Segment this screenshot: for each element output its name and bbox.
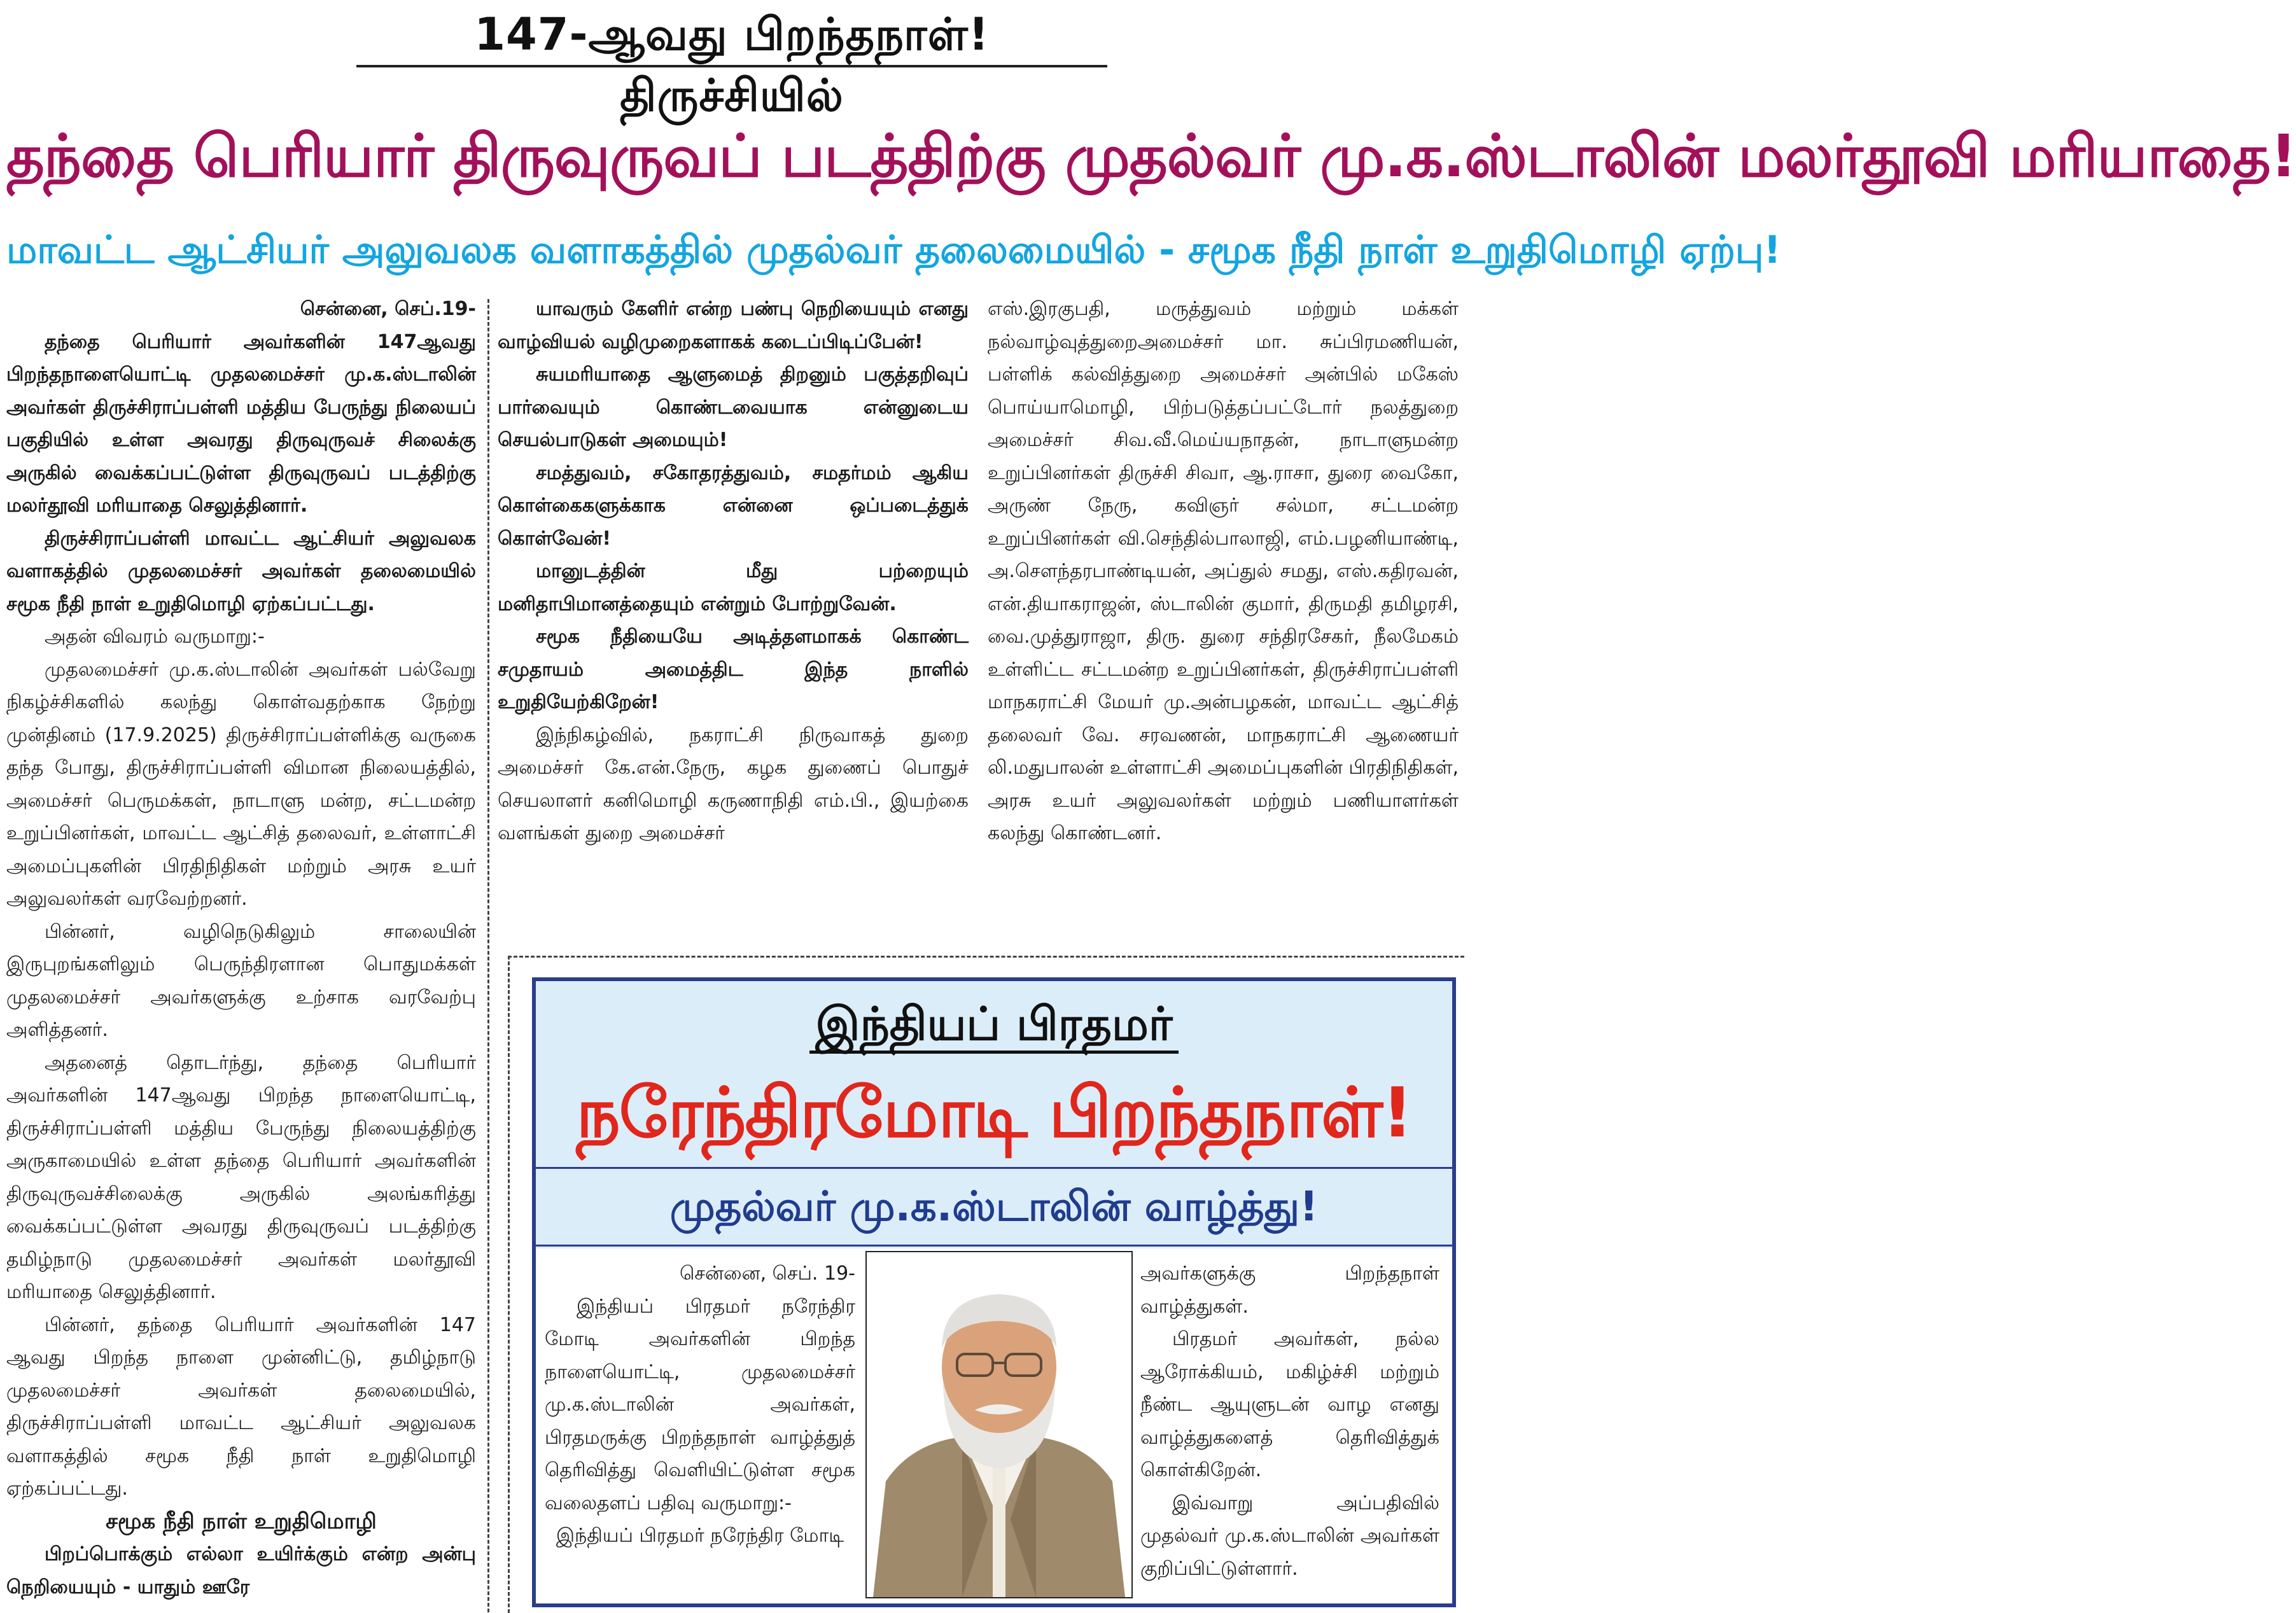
box-dateline: சென்னை, செப். 19- bbox=[680, 1262, 855, 1285]
box-body bbox=[536, 1248, 1452, 1603]
article-paragraph: திருச்சிராப்பள்ளி மாவட்ட ஆட்சியர் அலுவலக வளாகத்தில் முதலமைச்சர் அவர்கள் தலைமையில் சமூக நீதி நாள் உறுதிமொழி ஏற்கப்பட்டது. bbox=[6, 527, 476, 615]
article-paragraph: அதனைத் தொடர்ந்து, தந்தை பெரியார் அவர்களின் 147ஆவது பிறந்த நாளையொட்டி, திருச்சிராப்பள்ளி மத்திய பேருந்து நிலையத்திற்கு அருகாமையில் உள்ள தந்தை பெரியார் அவர்களின் திருவுருவச்சிலைக்கு அருகில் அலங்கரித்து வைக்கப்பட்டுள்ள அவரது திருவுருவப் படத்திற்கு தமிழ்நாடு முதலமைச்சர் அவர்கள் மலர்தூவி மரியாதை செலுத்தினார். bbox=[6, 1051, 476, 1303]
article-column-3 bbox=[988, 293, 1459, 938]
article-paragraph: தந்தை பெரியார் அவர்களின் 147ஆவது பிறந்தநாளையொட்டி முதலமைச்சர் மு.க.ஸ்டாலின் அவர்கள் திருச்சிராப்பள்ளி மத்திய பேருந்து நிலையப் பகுதியில் உள்ள அவரது திருவுருவச் சிலைக்கு அருகில் வைக்கப்பட்டுள்ள திருவுருவப் படத்திற்கு மலர்தூவி மரியாதை செலுத்தினார். bbox=[6, 330, 476, 517]
boxed-story bbox=[532, 977, 1456, 1607]
pledge-heading: சமூக நீதி நாள் உறுதிமொழி bbox=[106, 1508, 377, 1534]
article-column-2 bbox=[498, 293, 969, 938]
box-rule bbox=[536, 1245, 1452, 1246]
box-paragraph: அவர்களுக்கு பிறந்தநாள் வாழ்த்துகள். bbox=[1140, 1262, 1439, 1318]
sub-headline: மாவட்ட ஆட்சியர் அலுவலக வளாகத்தில் முதல்வர் தலைமையில் - சமூக நீதி நாள் உறுதிமொழி ஏற்பு! bbox=[6, 228, 1781, 272]
box-paragraph: இந்தியப் பிரதமர் நரேந்திர மோடி அவர்களின் பிறந்த நாளையொட்டி, முதலமைச்சர் மு.க.ஸ்டாலின் அவர்கள், பிரதமருக்கு பிறந்தநாள் வாழ்த்துத் தெரிவித்து வெளியிட்டுள்ள சமூக வலைதளப் பதிவு வருமாறு:- bbox=[545, 1295, 855, 1514]
article-paragraph: பின்னர், வழிநெடுகிலும் சாலையின் இருபுறங்களிலும் பெருந்திரளான பொதுமக்கள் முதலமைச்சர் அவர்களுக்கு உற்சாக வரவேற்பு அளித்தனர். bbox=[6, 920, 476, 1041]
box-column-left bbox=[545, 1257, 855, 1553]
pledge-paragraph: பிறப்பொக்கும் எல்லா உயிர்க்கும் என்ற அன்பு நெறியையும் - யாதும் ஊரே bbox=[6, 1543, 476, 1598]
column-divider bbox=[487, 299, 489, 1612]
box-rule bbox=[536, 1167, 1452, 1169]
article-paragraph: அதன் விவரம் வருமாறு:- bbox=[45, 625, 265, 648]
pledge-paragraph: சமூக நீதியையே அடித்தளமாகக் கொண்ட சமுதாயம் அமைத்திட இந்த நாளில் உறுதியேற்கிறேன்! bbox=[498, 625, 969, 713]
box-paragraph: இவ்வாறு அப்பதிவில் முதல்வர் மு.க.ஸ்டாலின் அவர்கள் குறிப்பிட்டுள்ளார். bbox=[1140, 1491, 1439, 1580]
article-column-1 bbox=[6, 293, 476, 1612]
portrait-illustration bbox=[867, 1252, 1131, 1597]
pledge-paragraph: சுயமரியாதை ஆளுமைத் திறனும் பகுத்தறிவுப் பார்வையும் கொண்டவையாக என்னுடைய செயல்பாடுகள் அமையும்! bbox=[498, 363, 969, 451]
article-paragraph: பின்னர், தந்தை பெரியார் அவர்களின் 147 ஆவது பிறந்த நாளை முன்னிட்டு, தமிழ்நாடு முதலமைச்சர் அவர்கள் தலைமையில், திருச்சிராப்பள்ளி மாவட்ட ஆட்சியர் அலுவலக வளாகத்தில் சமூக நீதி நாள் உறுதிமொழி ஏற்கப்பட்டது. bbox=[6, 1313, 476, 1500]
box-column-right bbox=[1140, 1257, 1439, 1585]
box-subheadline: முதல்வர் மு.க.ஸ்டாலின் வாழ்த்து! bbox=[669, 1184, 1319, 1231]
box-paragraph: இந்தியப் பிரதமர் நரேந்திர மோடி bbox=[556, 1525, 844, 1547]
article-paragraph: முதலமைச்சர் மு.க.ஸ்டாலின் அவர்கள் பல்வேறு நிகழ்ச்சிகளில் கலந்து கொள்வதற்காக நேற்று முன்தினம் (17.9.2025) திருச்சிராப்பள்ளிக்கு வருகை தந்த போது, திருச்சிராப்பள்ளி விமான நிலையத்தில், அமைச்சர் பெருமக்கள், நாடாளு மன்ற, சட்டமன்ற உறுப்பினர்கள், மாவட்ட ஆட்சித் தலைவர், உள்ளாட்சி அமைப்புகளின் பிரதிநிதிகள் மற்றும் அரசு உயர் அலுவலர்கள் வரவேற்றனர். bbox=[6, 658, 476, 910]
main-headline: தந்தை பெரியார் திருவுருவப் படத்திற்கு முதல்வர் மு.க.ஸ்டாலின் மலர்தூவி மரியாதை! bbox=[6, 122, 2296, 190]
article-paragraph: இந்நிகழ்வில், நகராட்சி நிருவாகத் துறை அமைச்சர் கே.என்.நேரு, கழக துணைப் பொதுச் செயலாளர் கனிமொழி கருணாநிதி எம்.பி., இயற்கை வளங்கள் துறை அமைச்சர் bbox=[498, 723, 969, 844]
article-dateline: சென்னை, செப்.19- bbox=[300, 298, 476, 320]
box-headline: நரேந்திரமோடி பிறந்தநாள்! bbox=[576, 1073, 1412, 1153]
pledge-paragraph: யாவரும் கேளிர் என்ற பண்பு நெறியையும் எனது வாழ்வியல் வழிமுறைகளாகக் கடைப்பிடிப்பேன்! bbox=[498, 298, 969, 353]
prime-minister-photo bbox=[865, 1251, 1133, 1598]
article-paragraph: எஸ்.இரகுபதி, மருத்துவம் மற்றும் மக்கள் நல்வாழ்வுத்துறைஅமைச்சர் மா. சுப்பிரமணியன், பள்ளிக் கல்வித்துறை அமைச்சர் அன்பில் மகேஸ் பொய்யாமொழி, பிற்படுத்தப்பட்டோர் நலத்துறை அமைச்சர் சிவ.வீ.மெய்யநாதன், நாடாளுமன்ற உறுப்பினர்கள் திருச்சி சிவா, ஆ.ராசா, துரை வைகோ, அருண் நேரு, கவிஞர் சல்மா, சட்டமன்ற உறுப்பினர்கள் வி.செந்தில்பாலாஜி, எம்.பழனியாண்டி, அ.சௌந்தரபாண்டியன், அப்துல் சமது, எஸ்.கதிரவன், என்.தியாகராஜன், ஸ்டாலின் குமார், திருமதி தமிழரசி, வை.முத்துராஜா, திரு. துரை சந்திரசேகர், நீலமேகம் உள்ளிட்ட சட்டமன்ற உறுப்பினர்கள், திருச்சிராப்பள்ளி மாநகராட்சி மேயர் மு.அன்பழகன், மாவட்ட ஆட்சித் தலைவர் வே. சரவணன், மாநகராட்சி ஆணையர் லி.மதுபாலன் உள்ளாட்சி அமைப்புகளின் பிரதிநிதிகள், அரசு உயர் அலுவலர்கள் மற்றும் பணியாளர்கள் கலந்து கொண்டனர். bbox=[988, 298, 1459, 844]
pledge-paragraph: மானுடத்தின் மீது பற்றையும் மனிதாபிமானத்தையும் என்றும் போற்றுவேன். bbox=[498, 560, 969, 615]
box-paragraph: பிரதமர் அவர்கள், நல்ல ஆரோக்கியம், மகிழ்ச்சி மற்றும் நீண்ட ஆயுளுடன் வாழ எனது வாழ்த்துகளைத் தெரிவித்துக் கொள்கிறேன். bbox=[1140, 1328, 1439, 1481]
kicker-headline: 147-ஆவது பிறந்தநாள்! திருச்சியில் bbox=[356, 4, 1107, 67]
box-kicker: இந்தியப் பிரதமர் bbox=[809, 997, 1179, 1054]
pledge-paragraph: சமத்துவம், சகோதரத்துவம், சமதர்மம் ஆகிய கொள்கைகளுக்காக என்னை ஒப்படைத்துக் கொள்வேன்! bbox=[498, 461, 969, 550]
